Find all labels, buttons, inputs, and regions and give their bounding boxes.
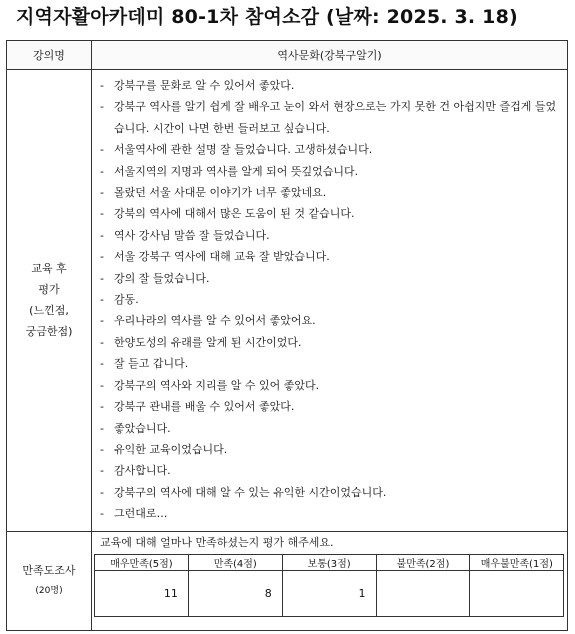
evaluation-row xyxy=(7,70,568,532)
feedback-text: 몰랐던 서울 사대문 이야기가 너무 좋았네요. xyxy=(114,186,327,200)
bullet-dash: - xyxy=(100,143,104,157)
feedback-text: 한양도성의 유래를 알게 된 시간이었다. xyxy=(114,335,302,349)
feedback-item xyxy=(100,460,559,481)
feedback-item xyxy=(100,310,559,331)
feedback-item xyxy=(100,139,559,160)
score-value xyxy=(470,570,564,616)
feedback-item xyxy=(100,375,559,396)
score-header: 매우불만족(1점) xyxy=(470,554,564,570)
score-header: 만족(4점) xyxy=(188,554,282,570)
feedback-text: 강북구의 역사에 대해 알 수 있는 유익한 시간이었습니다. xyxy=(114,485,387,499)
score-value-row xyxy=(95,570,564,616)
bullet-dash: - xyxy=(100,250,104,264)
bullet-dash: - xyxy=(100,207,104,221)
satisfaction-label-text: 만족도조사 xyxy=(22,563,76,577)
bullet-dash: - xyxy=(100,357,104,371)
feedback-item xyxy=(100,503,559,524)
score-header: 불만족(2점) xyxy=(376,554,470,570)
feedback-item xyxy=(100,439,559,460)
feedback-text: 서울 강북구 역사에 대해 교육 잘 받았습니다. xyxy=(114,250,330,264)
feedback-text: 감동. xyxy=(114,293,139,307)
score-header-row xyxy=(95,554,564,570)
bullet-dash: - xyxy=(100,100,104,114)
feedback-item xyxy=(100,96,559,139)
bullet-dash: - xyxy=(100,378,104,392)
feedback-item xyxy=(100,353,559,374)
evaluation-label xyxy=(7,70,92,532)
score-table xyxy=(94,554,564,617)
feedback-item xyxy=(100,161,559,182)
bullet-dash: - xyxy=(100,507,104,521)
bullet-dash: - xyxy=(100,79,104,92)
feedback-text: 감사합니다. xyxy=(114,464,171,478)
bullet-dash: - xyxy=(100,293,104,307)
bullet-dash: - xyxy=(100,421,104,435)
feedback-item xyxy=(100,332,559,353)
score-value xyxy=(376,570,470,616)
feedback-text: 강의 잘 들었습니다. xyxy=(114,271,210,285)
bullet-dash: - xyxy=(100,164,104,178)
satisfaction-cell xyxy=(92,531,568,630)
feedback-list xyxy=(92,70,567,531)
bullet-dash: - xyxy=(100,485,104,499)
feedback-item xyxy=(100,182,559,203)
course-name: 역사문화(강북구알기) xyxy=(92,41,568,70)
page-title: 지역자활아카데미 80-1차 참여소감 (날짜: 2025. 3. 18) xyxy=(16,6,518,28)
respondent-count: (20명) xyxy=(35,585,63,596)
feedback-item xyxy=(100,289,559,310)
feedback-text: 좋았습니다. xyxy=(114,421,171,435)
bullet-dash: - xyxy=(100,335,104,349)
bullet-dash: - xyxy=(100,228,104,242)
feedback-item xyxy=(100,75,559,96)
feedback-text: 강북구 역사를 알기 쉽게 잘 배우고 눈이 와서 현장으로는 가지 못한 건 아쉽지만 즐겁게 들었습니다. 시간이 나면 한번 들러보고 싶습니다. xyxy=(114,100,557,135)
survey-table xyxy=(6,40,568,631)
bullet-dash: - xyxy=(100,186,104,200)
header-row xyxy=(7,41,568,70)
bullet-dash: - xyxy=(100,400,104,414)
bullet-dash: - xyxy=(100,314,104,328)
feedback-text: 서울역사에 관한 설명 잘 들었습니다. 고생하셨습니다. xyxy=(114,143,373,157)
feedback-text: 강북의 역사에 대해서 많은 도움이 된 것 같습니다. xyxy=(114,207,355,221)
bullet-dash: - xyxy=(100,442,104,456)
feedback-item xyxy=(100,203,559,224)
satisfaction-question: 교육에 대해 얼마나 만족하셨는지 평가 해주세요. xyxy=(100,535,334,549)
feedback-text: 우리나라의 역사를 알 수 있어서 좋았어요. xyxy=(114,314,316,328)
feedback-item xyxy=(100,225,559,246)
feedback-item xyxy=(100,246,559,267)
score-header: 보통(3점) xyxy=(282,554,376,570)
feedback-text: 서울지역의 지명과 역사를 알게 되어 뜻깊었습니다. xyxy=(114,164,359,178)
satisfaction-row xyxy=(7,531,568,630)
feedback-text: 유익한 교육이었습니다. xyxy=(114,442,228,456)
bullet-dash: - xyxy=(100,271,104,285)
evaluation-label-line: 궁금한점) xyxy=(25,325,73,339)
feedback-text: 강북구를 문화로 알 수 있어서 좋았다. xyxy=(114,79,295,92)
evaluation-label-line: 교육 후 xyxy=(31,262,67,276)
satisfaction-label xyxy=(7,531,92,630)
feedback-text: 강북구 관내를 배울 수 있어서 좋았다. xyxy=(114,400,295,414)
bullet-dash: - xyxy=(100,464,104,478)
feedback-cell xyxy=(92,70,568,532)
score-header: 매우만족(5점) xyxy=(95,554,189,570)
feedback-text: 그런대로… xyxy=(114,507,168,521)
course-label: 강의명 xyxy=(7,41,92,70)
feedback-item xyxy=(100,482,559,503)
score-value: 11 xyxy=(95,570,189,616)
evaluation-label-line: (느낀점, xyxy=(29,304,69,318)
evaluation-label-line: 평가 xyxy=(38,283,60,297)
score-value: 8 xyxy=(188,570,282,616)
feedback-text: 잘 듣고 갑니다. xyxy=(114,357,189,371)
feedback-text: 강북구의 역사와 지리를 알 수 있어 좋았다. xyxy=(114,378,320,392)
feedback-item xyxy=(100,418,559,439)
feedback-text: 역사 강사님 말씀 잘 들었습니다. xyxy=(114,228,270,242)
feedback-item xyxy=(100,268,559,289)
score-value: 1 xyxy=(282,570,376,616)
feedback-item xyxy=(100,396,559,417)
